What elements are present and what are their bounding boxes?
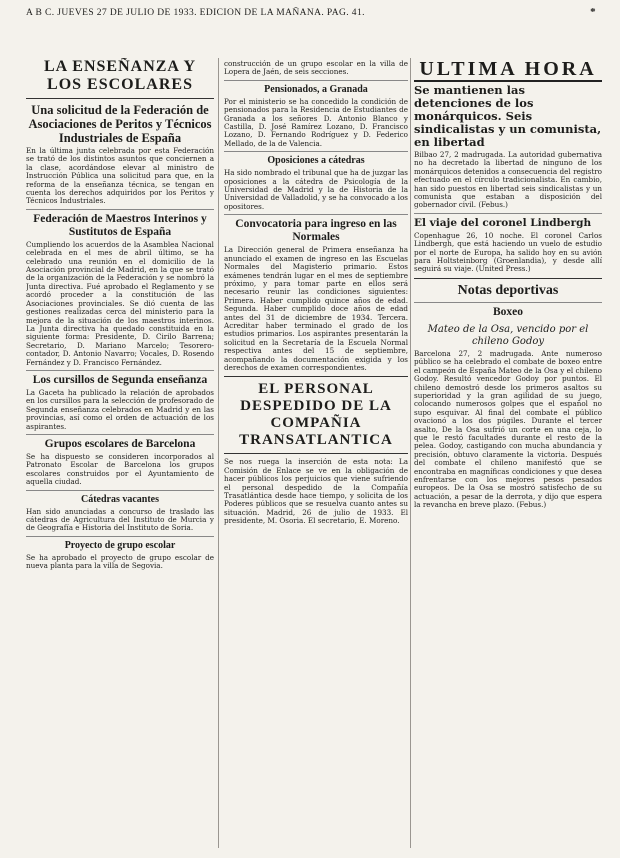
section-title-deportes: Notas deportivas: [457, 282, 559, 298]
article-title-maestros: Federación de Maestros Interinos y Sustitutos de España: [33, 212, 207, 238]
column-education: [26, 58, 214, 848]
article-body-intro: construcción de un grupo escolar en la villa de Lopera de Jaén, de seis secciones.: [224, 59, 408, 77]
article-body-cursillos: La Gaceta ha publicado la relación de aprobados en los cursillos para la selección de profesorado de Segunda enseñanza celebrados en Madrid y en las provincias, así como el orden de actuación de los aspirantes.: [26, 387, 214, 431]
article-body-maestros: Cumpliendo los acuerdos de la Asamblea Nacional celebrada en el mes de abril último, se ha celebrado una reunión en el domicilio de la Asociación provincial de Madrid, en la que se trató de la organización de la Federación y se nombró la Junta directiva. Fué aprobado el Reglamento y se acordó proceder a la constitución de las Asociaciones provinciales. Se dió cuenta de las gestiones realizadas cerca del ministerio para la mejora de la situación de los maestros interinos. La Junta directiva ha quedado constituida en la siguiente forma: Presidente, D. Cirilo Barrena; Secretario, D. Mariano Marcelo; Tesorero-contador, D. Antonio Navarro; Vocales, D. Rosendo Fernández y D. Francisco Fernández.: [26, 239, 214, 367]
column-last-hour: [414, 58, 602, 848]
article-title-lindbergh: El viaje del coronel Lindbergh: [414, 216, 592, 229]
article-body-grupos: Se ha dispuesto se consideren incorporados al Patronato Escolar de Barcelona los grupos escolares construidos por el Ayuntamiento de aquella ciudad.: [26, 451, 214, 487]
article-body-lindbergh: Copenhague 26, 10 noche. El coronel Carlos Lindbergh, que está haciendo un vuelo de estudio por el norte de Europa, ha salido hoy en su avión para Holtsteinborg (Groenlandia), y desde allí seguirá su viaje. (United Press.): [414, 230, 602, 274]
section-rule: [224, 376, 408, 377]
column-divider-2: [410, 58, 411, 848]
article-body-transatlantica: Se nos ruega la inserción de esta nota: La Comisión de Enlace se ve en la obligación de hacer públicos los perjuicios que viene sufriendo el personal despedido de la Compañía Trasatlántica desde hace tiempo, y solicita de los Poderes públicos que se resuelva cuanto antes su situación. Madrid, 26 de julio de 1933. El presidente, M. Osoria. El secretario, E. Moreno.: [224, 457, 408, 526]
article-divider: [26, 209, 214, 210]
section-rule: [26, 98, 214, 99]
article-title-grupos: Grupos escolares de Barcelona: [44, 437, 196, 450]
page-header: [26, 6, 596, 22]
article-divider: [26, 434, 214, 435]
article-divider: [414, 302, 602, 303]
article-title-pensionados: Pensionados, a Granada: [264, 83, 368, 95]
article-body-catedras: Han sido anunciadas a concurso de traslado las cátedras de Agricultura del Instituto de Murcia y de Geografía e Historia del Instituto de Soria.: [26, 506, 214, 533]
article-divider: [224, 80, 408, 81]
header-line: A B C. JUEVES 27 DE JULIO DE 1933. EDICION DE LA MAÑANA. PAG. 41.: [26, 8, 365, 18]
article-title-peritos: Una solicitud de la Federación de Asociaciones de Peritos y Técnicos Industriales de España: [28, 103, 212, 145]
article-body-osa-godoy: Barcelona 27, 2 madrugada. Ante numeroso público se ha celebrado el combate de boxeo entre el campeón de España Mateo de la Osa y el chileno Godoy. Resultó vencedor Godoy por puntos. El chileno demostró desde los primeros asaltos su superioridad y la gran agilidad de su juego, colocando numerosos golpes que el español no supo esquivar. Al final del combate el público ovacionó a los dos púgiles. Durante el tercer asalto, De la Osa sufrió un corte en una ceja, lo que le restó facultades durante el resto de la pelea. Godoy, castigando con mucha abundancia y precisión, obtuvo claramente la victoria. Después del combate el chileno manifestó que se encontraba en magníficas condiciones y que desea enfrentarse con los mejores pesos pesados europeos. De la Osa se mostró satisfecho de su actuación, a pesar de la derrota, y dijo que espera la revancha en breve plazo. (Febus.): [414, 348, 602, 510]
header-mark: *: [590, 6, 596, 18]
article-divider: [224, 151, 408, 152]
article-divider: [414, 213, 602, 214]
section-title-ultima-hora: ULTIMA HORA: [414, 58, 602, 82]
section-title-ensenanza: LA ENSEÑANZA Y LOS ESCOLARES: [43, 58, 197, 93]
article-title-catedras: Cátedras vacantes: [80, 493, 160, 505]
subsection-title-boxeo: Boxeo: [492, 305, 524, 318]
section-rule: [414, 278, 602, 279]
article-divider: [26, 490, 214, 491]
column-education-cont: [224, 58, 408, 848]
article-body-peritos: En la última junta celebrada por esta Federación se trató de los distintos asuntos que conciernen a la clase, acordándose elevar al ministro de Instrucción Pública una solicitud para que, en la reforma de la enseñanza técnica, se tengan en cuenta los derechos adquiridos por los Peritos y Técnicos Industriales.: [26, 146, 214, 206]
article-title-oposiciones: Oposiciones a cátedras: [267, 155, 365, 167]
article-title-transatlantica: EL PERSONAL DESPEDIDO DE LA COMPAÑIA TRANSATLANTICA: [239, 381, 393, 449]
article-body-oposiciones: Ha sido nombrado el tribunal que ha de juzgar las oposiciones a la cátedra de Psicología de la Universidad de Madrid y la de Historia de la Universidad de Valladolid, y se ha convocado a los opositores.: [224, 168, 408, 211]
article-title-detenciones: Se mantienen las detenciones de los monárquicos. Seis sindicalistas y un comunista, en libertad: [414, 83, 602, 149]
article-title-normales: Convocatoria para ingreso en las Normales: [235, 218, 397, 244]
article-body-normales: La Dirección general de Primera enseñanza ha anunciado el examen de ingreso en las Escuelas Normales del Magisterio primario. Estos exámenes tendrán lugar en el mes de septiembre próximo, y para tomar parte en ellos será necesario reunir las condiciones siguientes: Primera. Haber cumplido quince años de edad. Segunda. Haber cumplido doce años de edad antes del 31 de diciembre de 1934. Tercera. Acreditar haber terminado el grado de los estudios primarios. Los aspirantes presentarán la solicitud en la Secretaría de la Escuela Normal respectiva antes del 15 de septiembre, acompañando la documentación exigida y los derechos de examen correspondientes.: [224, 245, 408, 372]
article-divider: [26, 536, 214, 537]
article-body-detenciones: Bilbao 27, 2 madrugada. La autoridad gubernativa no ha decretado la libertad de ninguno de los monárquicos detenidos a consecuencia del registro efectuado en el círculo tradicionalista. En cambio, han sido puestos en libertad seis sindicalistas y un comunista que estaban a disposición del gobernador civil. (Febus.): [414, 150, 602, 210]
article-title-osa-godoy: Mateo de la Osa, vencido por el chileno Godoy: [427, 323, 589, 347]
article-divider: [224, 214, 408, 215]
article-body-proyecto: Se ha aprobado el proyecto de grupo escolar de nueva planta para la villa de Segovia.: [26, 552, 214, 571]
column-divider-1: [218, 58, 219, 848]
article-divider: [26, 370, 214, 371]
article-title-proyecto: Proyecto de grupo escolar: [64, 539, 176, 551]
section-rule: [224, 453, 408, 454]
article-title-cursillos: Los cursillos de Segunda enseñanza: [32, 373, 208, 386]
article-body-pensionados: Por el ministerio se ha concedido la condición de pensionados para la Residencia de Estudiantes de Granada a los señores D. Antonio Blanco y Castilla, D. José Ramírez Lozano, D. Francisco Lozano, D. Fernando Rodríguez y D. Federico Mellado, de la de Valencia.: [224, 96, 408, 148]
